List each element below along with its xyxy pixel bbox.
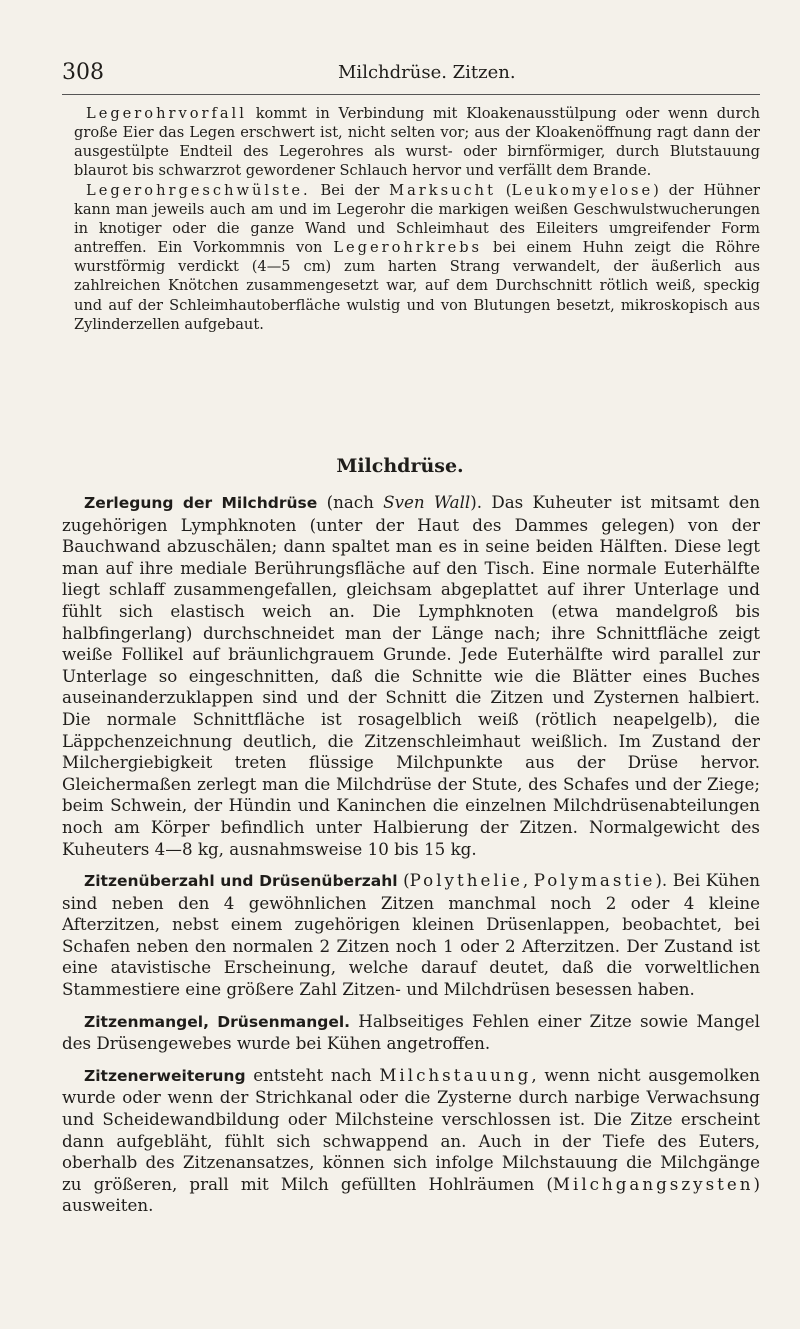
author-name: Sven Wall: [383, 492, 471, 512]
paragraph-zerlegung: [62, 492, 760, 860]
text-segment: ) der Hühner kann man jeweils auch am und im Legerohr die markigen weißen Geschwulstwucherungen in knotiger oder die ganze Wand und Schleimhaut des Eileiters umgreifender Form antreffen. Ein Vorkommnis von: [74, 181, 760, 257]
section-heading: Milchdrüse.: [336, 455, 464, 477]
text-segment: (: [397, 870, 410, 891]
term-legerohrvorfall: Legerohrvorfall: [86, 105, 247, 122]
legerohr-section: [74, 104, 760, 334]
term-milchstauung: Milchstauung: [379, 1064, 532, 1085]
paragraph-legerohrgeschwuelste: [74, 181, 760, 334]
term-legerohrkrebs: Legerohrkrebs: [333, 239, 483, 257]
milchdruese-section: [62, 492, 760, 1227]
runin-zitzenerweiterung: Zitzenerweiterung: [84, 1066, 246, 1085]
text-segment: Bei der: [310, 181, 390, 199]
runin-zitzenmangel: Zitzenmangel, Drüsenmangel.: [84, 1012, 351, 1031]
text-segment: entsteht nach: [245, 1064, 380, 1085]
term-polythelie: Polythelie: [409, 870, 523, 891]
term-milchgangszysten: Milchgangszysten: [552, 1173, 754, 1194]
paragraph-text: ). Bei Kühen sind neben den 4 gewöhnlichen Zitzen manchmal noch 2 oder 4 kleine Afterzitzen, nebst einem zugehörigen kleinen Drüsenlappen, beobachtet, bei Schafen neben den normalen 2 Zitzen noch 1 oder 2 Afterzitzen. Der Zustand ist eine atavistische Erscheinung, welche darauf deutet, daß die vorweltlichen Stammestiere eine größere Zahl Zitzen- und Milchdrüsen besessen haben.: [62, 870, 760, 1000]
term-legerohrgeschwuelste: Legerohrgeschwülste.: [86, 181, 311, 199]
paragraph-legerohrvorfall: [74, 104, 760, 181]
paragraph-text: Halbseitiges Fehlen einer Zitze sowie Mangel des Drüsengewebes wurde bei Kühen angetroffen.: [62, 1010, 760, 1054]
paragraph-zitzenmangel: [62, 1011, 760, 1055]
paragraph-text: kommt in Verbindung mit Kloakenausstülpung oder wenn durch große Eier das Legen erschwert ist, nicht selten vor; aus der Kloakenöffnung ragt dann der ausgestülpte Endteil des Legerohres als wurst- oder birnförmiger, durch Blutstauung blaurot bis schwarzrot gewordener Schlauch hervor und verfällt dem Brande.: [74, 105, 760, 180]
paragraph-text: ). Das Kuheuter ist mitsamt den zugehörigen Lymphknoten (unter der Haut des Dammes gelegen) von der Bauchwand abzuschälen; dann spaltet man es in seine beiden Hälften. Diese legt man auf ihre mediale Berührungsfläche auf den Tisch. Eine normale Euterhälfte liegt schlaff zusammengefallen, gleichsam abgeplattet auf ihrer Unterlage und fühlt sich elastisch weich an. Die Lymphknoten (etwa mandelgroß bis halbfingerlang) durchschneidet man der Länge nach; ihre Schnittfläche zeigt weiße Follikel auf bräunlichgrauem Grunde. Jede Euterhälfte wird parallel zur Unterlage so eingeschnitten, daß die Schnitte wie die Blätter eines Buches auseinanderzuklappen sind und der Schnitt die Zitzen und Zysternen halbiert. Die normale Schnittfläche ist rosagelblich weiß (rötlich neapelgelb), die Läppchenzeichnung deutlich, die Zitzenschleimhaut weißlich. Im Zustand der Milchergiebigkeit treten flüssige Milchpunkte aus der Drüse hervor. Gleichermaßen zerlegt man die Milchdrüse der Stute, des Schafes und der Ziege; beim Schwein, der Hündin und Kaninchen die einzelnen Milchdrüsenabteilungen noch am Körper befindlich unter Halbierung der Zitzen. Normalgewicht des Kuheuters 4—8 kg, ausnahmsweise 10 bis 15 kg.: [62, 492, 760, 859]
paragraph-zitzenueberzahl: [62, 870, 760, 1001]
term-polymastie: Polymastie: [533, 870, 656, 891]
text-segment: , wenn nicht ausgemolken wurde oder wenn der Strichkanal oder die Zysterne durch narbige Verwachsung und Scheidewandbildung oder Milchsteine verschlossen ist. Die Zitze erscheint dann aufgebläht, fühlt sich schwappend an. Auch in der Tiefe des Euters, oberhalb des Zitzenansatzes, können sich infolge Milchstauung die Milchgänge zu größeren, prall mit Milch gefüllten Hohlräumen (: [62, 1064, 760, 1194]
runin-zerlegung: Zerlegung der Milchdrüse: [84, 494, 318, 512]
page-header: [62, 58, 760, 95]
text-segment: (: [495, 181, 512, 199]
text-segment: bei einem Huhn zeigt die Röhre wurstförmig verdickt (4—5 cm) zum harten Strang verwandelt, der äußerlich aus zahlreichen Knötchen zusammengesetzt war, auf dem Durchschnitt rötlich weiß, speckig und auf der Schleimhautoberfläche wulstig und von Blutungen besetzt, mikroskopisch aus Zylinderzellen aufgebaut.: [74, 239, 760, 333]
text-segment: ,: [522, 870, 534, 891]
runin-zitzenueberzahl: Zitzenüberzahl und Drüsenüberzahl: [84, 872, 398, 891]
term-leukomyelose: Leukomyelose: [511, 181, 654, 199]
paragraph-zitzenerweiterung: [62, 1065, 760, 1217]
page-number: 308: [62, 60, 104, 85]
text-segment: ) ausweiten.: [62, 1173, 760, 1216]
text-segment: (nach: [317, 492, 384, 512]
running-title: Milchdrüse. Zitzen.: [338, 62, 516, 83]
term-marksucht: Marksucht: [389, 181, 496, 199]
